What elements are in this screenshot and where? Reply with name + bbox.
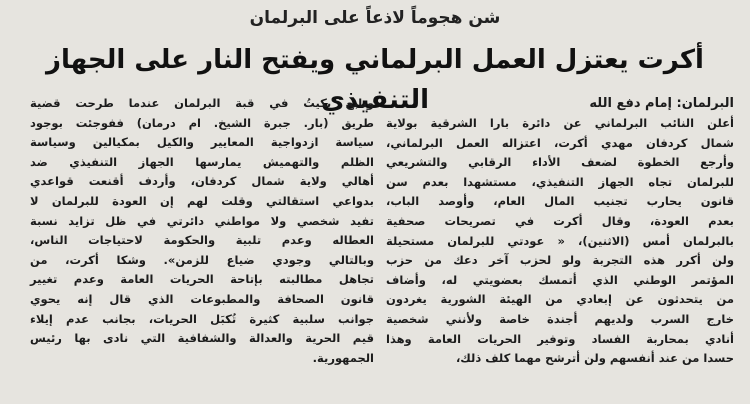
body-line: من يتحدثون عن إبعادي من الهيئة الشورية يغردون	[386, 292, 734, 307]
body-line: بعدم العودة، وقال أكرت في تصريحات صحفية	[386, 213, 734, 228]
kicker: شن هجوماً لاذعاً على البرلمان	[249, 8, 501, 28]
byline: البرلمان: إمام دفع الله	[589, 96, 734, 111]
headline: أكرت يعتزل العمل البرلماني ويفتح النار على الجهاز التنفيذي	[46, 45, 704, 115]
body-line: خارج السرب ولديهم أجندة خاصة ولأنني شخصية	[386, 311, 734, 326]
body-line: للبرلمان تجاه الجهاز التنفيذي، مستشهدا بعدم سن	[386, 174, 734, 189]
right-column	[386, 94, 734, 369]
body-line: قيم الحرية والعدالة والشفافية التي نادى بها رئيس	[30, 331, 374, 346]
body-line: وبالتالي وجودي ضياع للزمن». وشكا أكرت، من	[30, 252, 374, 267]
body-line: طريق (بار. جبرة الشيخ. ام درمان) ففوجئت بوجود	[30, 115, 374, 130]
body-line: ولن أكرر هذه التجربة ولو لحزب آخر دعك من حزب	[386, 253, 734, 268]
body-line: الجمهورية.	[312, 350, 374, 365]
left-column-body	[30, 94, 374, 368]
body-line: قانون يحارب تجنيب المال العام، وأوصد الباب،	[386, 194, 734, 209]
body-line: تفيد شخصي ولا مواطني دائرتي في ظل تزايد نسبة	[30, 213, 374, 228]
body-line: الظلم والتهميش يمارسها الجهاز التنفيذي ضد	[30, 154, 374, 169]
body-line: حسدا من عند أنفسهم ولن أترشح مهما كلف ذلك،	[455, 351, 734, 366]
left-column	[30, 94, 374, 368]
body-line: العطاله وعدم تلبية والحكومة لاحتياجات الناس،	[30, 233, 374, 248]
body-line: وتابع بكيتُ في قبة البرلمان عندما طرحت قضية	[30, 96, 374, 110]
body-line: سياسة ازدواجية المعايير والكيل بمكيالين وسياسة	[30, 135, 374, 150]
body-line: جوانب سلبية كثيرة تُكبَل الحريات، بجانب عدم إيلاء	[30, 311, 374, 326]
body-line: أهالي ولاية شمال كردفان، وأردف أقنعت قواعدي	[30, 174, 374, 189]
right-column-body	[386, 114, 734, 369]
body-line: تجاهل مطالبته بإتاحة الحريات العامة وعدم تغيير	[30, 272, 374, 287]
body-line: وأرجع الخطوة لضعف الأداء الرقابي والتشريعي	[386, 155, 734, 170]
body-line: بالبرلمان أمس (الاثنين)، « عودتي للبرلمان مستحيلة	[386, 233, 734, 248]
body-line: بدواعي استقالتي وقلت لهم إن العودة للبرلمان لا	[30, 193, 374, 208]
body-line: قانون الصحافة والمطبوعات الذي قال إنه يحوي	[30, 291, 374, 306]
body-line: المؤتمر الوطني الذي أتمسك بعضويتي له، وأضاف	[386, 272, 734, 287]
body-line: أنادي بمحاربة الفساد وتوفير الحريات العامة وهذا	[386, 331, 734, 346]
body-line: أعلن النائب البرلماني عن دائرة بارا الشرقية بولاية	[386, 116, 734, 130]
body-line: شمال كردفان مهدي أكرت، اعتزاله العمل البرلماني،	[386, 135, 734, 150]
